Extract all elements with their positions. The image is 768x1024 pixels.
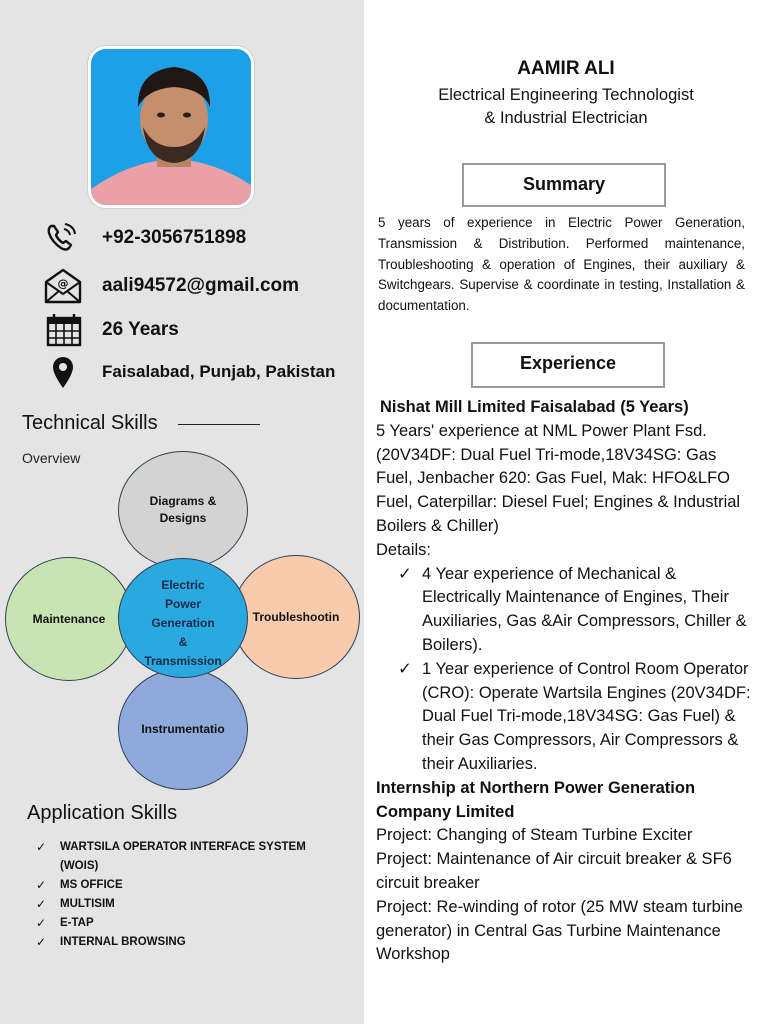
check-icon: ✓ <box>36 840 47 854</box>
check-icon: ✓ <box>36 935 47 949</box>
experience-section <box>376 396 754 967</box>
internship-title: Internship at Northern Power Generation Company Limited <box>376 778 696 821</box>
detail-item: ✓ 1 Year experience of Control Room Operator (CRO): Operate Wartsila Engines (20V34DF: Dual Fuel Tri-mode,18V34SG: Gas Fuel) & their Gas Compressors, Air Compressors & their Auxiliaries. <box>398 659 751 773</box>
email-icon <box>42 266 84 302</box>
summary-text: 5 years of experience in Electric Power Generation, Transmission & Distribution. Performed maintenance, Troubleshooting & operation of Engines, their auxiliary & Switchgears. Supervise & coordinate in testing, Installation & documentation. <box>378 215 745 314</box>
title-divider <box>178 424 260 425</box>
list-item: ✓ E-TAP <box>36 914 346 933</box>
details-label: Details: <box>376 540 432 559</box>
experience-heading: Experience <box>471 342 665 388</box>
overview-label: Overview <box>22 450 81 466</box>
svg-text:@: @ <box>57 277 69 290</box>
skill-right-label: Troubleshootin <box>252 609 340 624</box>
contact-phone-row <box>0 220 364 256</box>
skill-circle-troubleshooting <box>232 555 360 679</box>
skill-circle-instrumentation <box>118 668 248 790</box>
check-icon: ✓ <box>398 564 412 583</box>
application-skills-list <box>36 838 346 952</box>
summary-heading: Summary <box>462 163 666 207</box>
skill-top-line1: Diagrams & <box>149 494 217 509</box>
detail-item: ✓ 4 Year experience of Mechanical & Electrically Maintenance of Engines, Their Auxiliaries, Gas &Air Compressors, Chiller & Boilers). <box>398 564 747 654</box>
skill-bottom-label: Instrumentatio <box>141 721 225 736</box>
location-pin-icon <box>42 354 84 390</box>
project-item: Project: Maintenance of Air circuit breaker & SF6 circuit breaker <box>376 850 732 892</box>
skill-left-label: Maintenance <box>32 611 106 626</box>
profile-photo <box>88 46 254 208</box>
age-text: 26 Years <box>102 319 179 340</box>
company-description: 5 Years' experience at NML Power Plant Fsd. (20V34DF: Dual Fuel Tri-mode,18V34SG: Gas Fuel, Jenbacher 620: Gas Fuel, Mak: HFO&LFO Fuel, Caterpillar: Diesel Fuel; Engines & Industrial Boilers & Chiller) <box>376 421 741 535</box>
email-address[interactable]: aali94572@gmail.com <box>102 275 300 296</box>
location-text: Faisalabad, Punjab, Pakistan <box>102 362 336 381</box>
application-skills-title: Application Skills <box>27 802 178 824</box>
contact-location-row <box>0 354 364 390</box>
center-line: & <box>178 635 188 649</box>
skill-circle-maintenance <box>5 557 133 681</box>
check-icon: ✓ <box>36 878 47 892</box>
center-line: Generation <box>151 616 215 630</box>
skill-circle-diagrams <box>118 451 248 569</box>
center-line: Power <box>164 597 201 611</box>
contact-email-row <box>0 266 364 302</box>
contact-age-row <box>0 312 364 348</box>
center-line: Electric <box>161 578 205 592</box>
check-icon: ✓ <box>36 897 47 911</box>
check-icon: ✓ <box>36 916 47 930</box>
phone-number[interactable]: +92-3056751898 <box>102 227 247 248</box>
check-icon: ✓ <box>398 659 412 678</box>
role-line-2: & Industrial Electrician <box>484 109 648 127</box>
list-item: ✓ MS OFFICE <box>36 876 346 895</box>
list-item: ✓ MULTISIM <box>36 895 346 914</box>
technical-skills-title: Technical Skills <box>22 412 158 434</box>
skill-top-line2: Designs <box>159 511 207 525</box>
list-item: ✓ WARTSILA OPERATOR INTERFACE SYSTEM (WOIS) <box>36 840 306 872</box>
calendar-icon <box>42 312 84 348</box>
project-item: Project: Changing of Steam Turbine Exciter <box>376 826 693 845</box>
phone-icon <box>42 220 84 256</box>
role-line-1: Electrical Engineering Technologist <box>438 86 694 104</box>
skill-center-label <box>122 576 244 671</box>
list-item: ✓ INTERNAL BROWSING <box>36 933 346 952</box>
sidebar <box>0 0 364 1024</box>
project-item: Project: Re-winding of rotor (25 MW steam turbine generator) in Central Gas Turbine Maintenance Workshop <box>376 897 743 964</box>
company-name: Nishat Mill Limited Faisalabad (5 Years) <box>380 398 689 416</box>
person-name: AAMIR ALI <box>517 58 615 79</box>
center-line: Transmission <box>144 654 222 668</box>
